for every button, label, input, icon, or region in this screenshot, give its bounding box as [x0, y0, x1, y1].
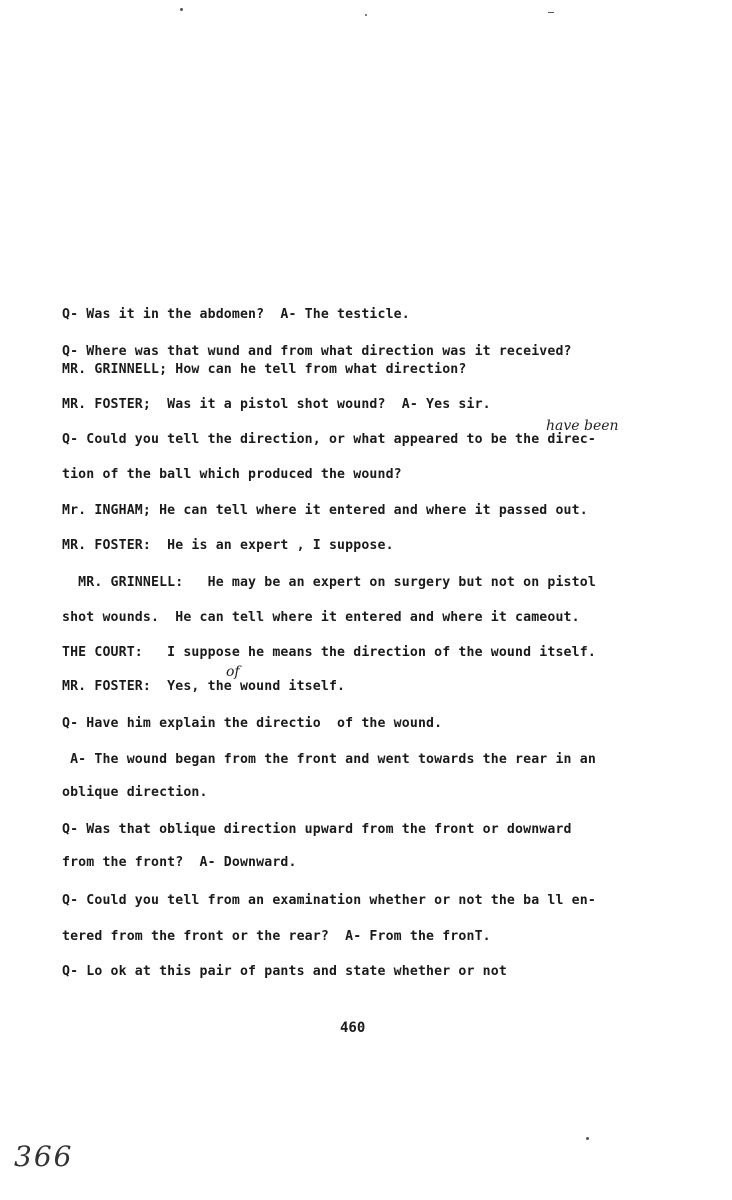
transcript-line: MR. GRINNELL: He may be an expert on surgery but not on pistol — [62, 575, 596, 590]
transcript-line: from the front? A- Downward. — [62, 855, 297, 870]
folio-number: 366 — [14, 1140, 74, 1173]
page-number: 460 — [340, 1020, 366, 1036]
transcript-line: Q- Lo ok at this pair of pants and state whether or not — [62, 964, 507, 979]
transcript-line: MR. FOSTER: Yes, the wound itself. — [62, 679, 346, 694]
transcript-line: MR. FOSTER; Was it a pistol shot wound? A- Yes sir. — [62, 397, 491, 412]
transcript-line: MR. FOSTER: He is an expert , I suppose. — [62, 538, 394, 553]
transcript-line: Q- Could you tell the direction, or what appeared to be the direc- — [62, 432, 596, 447]
top-mark — [180, 8, 183, 11]
transcript-line: shot wounds. He can tell where it entered and where it cameout. — [62, 610, 580, 625]
handwritten-insertion: of — [226, 664, 240, 680]
transcript-line: THE COURT: I suppose he means the direction of the wound itself. — [62, 645, 596, 660]
transcript-line: tered from the front or the rear? A- From the fronT. — [62, 929, 491, 944]
transcript-line: Mr. INGHAM; He can tell where it entered and where it passed out. — [62, 503, 588, 518]
top-mark — [365, 14, 367, 16]
handwritten-insertion: have been — [546, 418, 619, 434]
stray-mark — [586, 1137, 589, 1140]
transcript-line: A- The wound began from the front and went towards the rear in an — [62, 752, 596, 767]
transcript-line: MR. GRINNELL; How can he tell from what direction? — [62, 362, 467, 377]
transcript-line: Q- Have him explain the directio of the wound. — [62, 716, 443, 731]
transcript-line: Q- Was that oblique direction upward from the front or downward — [62, 822, 572, 837]
transcript-line: tion of the ball which produced the wound? — [62, 467, 402, 482]
transcript-line: Q- Could you tell from an examination whether or not the ba ll en- — [62, 893, 596, 908]
transcript-line: Q- Was it in the abdomen? A- The testicle. — [62, 307, 410, 322]
transcript-line: oblique direction. — [62, 785, 208, 800]
transcript-line: Q- Where was that wund and from what direction was it received? — [62, 344, 572, 359]
top-mark — [548, 12, 554, 13]
